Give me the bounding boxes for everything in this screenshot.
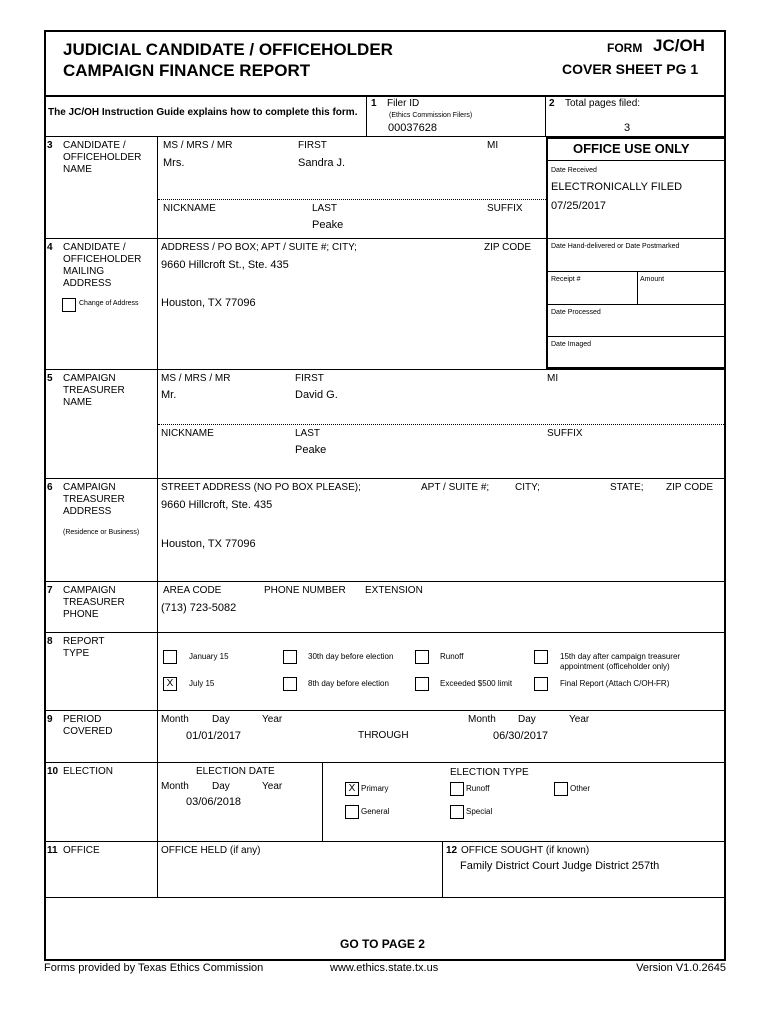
period-from-day-label: Day	[212, 714, 230, 725]
through-label: THROUGH	[358, 730, 409, 741]
candidate-address-line2: Houston, TX 77096	[161, 297, 256, 309]
total-pages-num: 2	[549, 98, 555, 109]
candidate-mi-label: MI	[487, 140, 499, 151]
form-word: FORM	[607, 41, 643, 55]
final-report-checkbox[interactable]	[534, 677, 548, 691]
15th-day-label-line1: 15th day after campaign treasurer	[560, 652, 681, 661]
treasurer-last-label: LAST	[295, 428, 321, 439]
section-9-num: 9	[47, 714, 53, 725]
runoff-election-checkbox[interactable]	[450, 782, 464, 796]
filed-status: ELECTRONICALLY FILED	[551, 181, 683, 193]
office-use-title: OFFICE USE ONLY	[573, 141, 690, 156]
divider	[44, 762, 726, 763]
divider	[637, 271, 638, 304]
july-15-label: July 15	[189, 679, 215, 688]
treasurer-first-label: FIRST	[295, 373, 324, 384]
candidate-prefix-label: MS / MRS / MR	[163, 140, 233, 151]
section-3-num: 3	[47, 140, 53, 151]
zip-code-label: ZIP CODE	[666, 482, 714, 493]
section-6-label1: CAMPAIGN	[63, 482, 116, 493]
candidate-prefix-value: Mrs.	[163, 157, 185, 169]
period-from-month-label: Month	[161, 714, 189, 725]
candidate-nickname-label: NICKNAME	[163, 203, 216, 214]
runoff-report-checkbox[interactable]	[415, 650, 429, 664]
divider	[44, 369, 726, 370]
divider	[442, 841, 443, 898]
filer-id-value: 00037628	[388, 122, 437, 134]
state-label: STATE;	[610, 482, 644, 493]
label-column-divider	[157, 136, 158, 898]
general-checkbox[interactable]	[345, 805, 359, 819]
candidate-address-fields-label: ADDRESS / PO BOX; APT / SUITE #; CITY;	[161, 242, 357, 253]
30th-day-checkbox[interactable]	[283, 650, 297, 664]
exceeded-limit-label: Exceeded $500 limit	[440, 679, 513, 688]
footer-website[interactable]: www.ethics.state.tx.us	[330, 962, 439, 974]
filer-id-num: 1	[371, 98, 377, 109]
final-report-label: Final Report (Attach C/OH-FR)	[560, 679, 670, 688]
section-12-num: 12	[446, 845, 458, 856]
section-5-label1: CAMPAIGN	[63, 373, 116, 384]
section-7-label1: CAMPAIGN	[63, 585, 116, 596]
divider	[44, 95, 726, 97]
15th-day-label-line2: appointment (officeholder only)	[560, 662, 670, 671]
treasurer-nickname-label: NICKNAME	[161, 428, 214, 439]
candidate-last-value: Peake	[312, 219, 344, 231]
footer-provider: Forms provided by Texas Ethics Commission	[44, 962, 264, 974]
office-sought-label: OFFICE SOUGHT (if known)	[461, 845, 590, 856]
section-8-num: 8	[47, 636, 53, 647]
exceeded-limit-checkbox[interactable]	[415, 677, 429, 691]
section-4-label2: OFFICEHOLDER	[63, 254, 142, 265]
special-checkbox[interactable]	[450, 805, 464, 819]
section-7-label3: PHONE	[63, 609, 99, 620]
section-6-num: 6	[47, 482, 53, 493]
apt-suite-label: APT / SUITE #;	[421, 482, 490, 493]
section-5-label2: TREASURER	[63, 385, 125, 396]
runoff-report-label: Runoff	[440, 652, 464, 661]
election-month-label: Month	[161, 781, 189, 792]
january-15-checkbox[interactable]	[163, 650, 177, 664]
primary-label: Primary	[361, 784, 389, 793]
date-processed-label: Date Processed	[551, 309, 601, 316]
cover-sheet-label: COVER SHEET PG 1	[562, 61, 699, 77]
section-7-label2: TREASURER	[63, 597, 125, 608]
receipt-label: Receipt #	[551, 276, 581, 283]
divider	[44, 632, 726, 633]
instructions-text: The JC/OH Instruction Guide explains how to complete this form.	[48, 107, 358, 118]
general-label: General	[361, 807, 390, 816]
election-date-value: 03/06/2018	[186, 796, 242, 808]
treasurer-mi-label: MI	[547, 373, 559, 384]
section-9-label2: COVERED	[63, 726, 113, 737]
election-type-label: ELECTION TYPE	[450, 767, 529, 778]
treasurer-suffix-label: SUFFIX	[547, 428, 583, 439]
july-15-checkbox[interactable]: X	[163, 677, 177, 691]
date-imaged-label: Date Imaged	[551, 341, 592, 348]
go-to-page-2: GO TO PAGE 2	[340, 937, 425, 951]
divider	[547, 271, 725, 272]
divider	[44, 478, 726, 479]
footer-version: Version V1.0.2645	[636, 962, 726, 974]
period-to-value: 06/30/2017	[493, 730, 549, 742]
section-4-label4: ADDRESS	[63, 278, 112, 289]
divider	[547, 304, 725, 305]
extension-label: EXTENSION	[365, 585, 423, 596]
treasurer-address-line1: 9660 Hillcroft, Ste. 435	[161, 499, 273, 511]
divider	[44, 841, 726, 842]
street-address-label: STREET ADDRESS (NO PO BOX PLEASE);	[161, 482, 361, 493]
section-10-label: ELECTION	[63, 766, 114, 777]
section-8-label1: REPORT	[63, 636, 105, 647]
special-label: Special	[466, 807, 493, 816]
candidate-first-label: FIRST	[298, 140, 327, 151]
election-year-label: Year	[262, 781, 283, 792]
divider	[547, 238, 725, 239]
divider	[547, 160, 725, 161]
candidate-zip-label: ZIP CODE	[484, 242, 532, 253]
other-election-label: Other	[570, 784, 591, 793]
section-6-label3: ADDRESS	[63, 506, 112, 517]
section-4-label1: CANDIDATE /	[63, 242, 126, 253]
form-title-line2: CAMPAIGN FINANCE REPORT	[63, 61, 311, 80]
other-election-checkbox[interactable]	[554, 782, 568, 796]
divider	[366, 95, 367, 137]
section-6-label2: TREASURER	[63, 494, 125, 505]
section-4-label3: MAILING	[63, 266, 105, 277]
change-of-address-checkbox[interactable]	[62, 298, 76, 312]
30th-day-label: 30th day before election	[308, 652, 394, 661]
runoff-election-label: Runoff	[466, 784, 490, 793]
8th-day-label: 8th day before election	[308, 679, 389, 688]
divider	[44, 581, 726, 582]
form-code: JC/OH	[653, 36, 705, 55]
date-received-label: Date Received	[551, 167, 597, 174]
period-to-day-label: Day	[518, 714, 536, 725]
january-15-label: January 15	[189, 652, 229, 661]
hand-delivered-label: Date Hand-delivered or Date Postmarked	[551, 243, 680, 250]
section-3-label1: CANDIDATE /	[63, 140, 126, 151]
phone-number-label: PHONE NUMBER	[264, 585, 346, 596]
election-day-label: Day	[212, 781, 230, 792]
divider	[322, 762, 323, 841]
divider	[44, 710, 726, 711]
divider	[44, 897, 726, 898]
residence-note: (Residence or Business)	[63, 529, 140, 536]
candidate-suffix-label: SUFFIX	[487, 203, 523, 214]
section-11-num: 11	[47, 845, 58, 856]
divider	[547, 336, 725, 337]
treasurer-last-value: Peake	[295, 444, 327, 456]
period-to-year-label: Year	[569, 714, 590, 725]
section-4-num: 4	[47, 242, 53, 253]
candidate-last-label: LAST	[312, 203, 338, 214]
filer-id-sub: (Ethics Commission Filers)	[389, 112, 473, 119]
section-3-label3: NAME	[63, 164, 92, 175]
treasurer-phone-value: (713) 723-5082	[161, 602, 237, 614]
treasurer-prefix-value: Mr.	[161, 389, 177, 401]
section-8-label2: TYPE	[63, 648, 90, 659]
amount-label: Amount	[640, 276, 665, 283]
section-5-num: 5	[47, 373, 53, 384]
divider	[158, 424, 726, 425]
change-of-address-label: Change of Address	[79, 300, 139, 307]
city-label: CITY;	[515, 482, 540, 493]
divider	[158, 199, 546, 200]
filer-id-label: Filer ID	[387, 98, 420, 109]
treasurer-address-line2: Houston, TX 77096	[161, 538, 256, 550]
candidate-address-line1: 9660 Hillcroft St., Ste. 435	[161, 259, 289, 271]
total-pages-value: 3	[624, 122, 631, 134]
form-title-line1: JUDICIAL CANDIDATE / OFFICEHOLDER	[63, 40, 393, 59]
office-sought-value: Family District Court Judge District 257th	[460, 860, 660, 872]
area-code-label: AREA CODE	[163, 585, 222, 596]
section-7-num: 7	[47, 585, 53, 596]
candidate-first-value: Sandra J.	[298, 157, 346, 169]
date-received-value: 07/25/2017	[551, 200, 607, 212]
section-5-label3: NAME	[63, 397, 92, 408]
period-from-year-label: Year	[262, 714, 283, 725]
treasurer-first-value: David G.	[295, 389, 338, 401]
divider	[44, 238, 546, 239]
section-10-num: 10	[47, 766, 59, 777]
8th-day-checkbox[interactable]	[283, 677, 297, 691]
divider	[545, 95, 546, 137]
primary-checkbox[interactable]: X	[345, 782, 359, 796]
office-held-label: OFFICE HELD (if any)	[161, 845, 261, 856]
section-9-label1: PERIOD	[63, 714, 102, 725]
section-3-label2: OFFICEHOLDER	[63, 152, 142, 163]
15th-day-checkbox[interactable]	[534, 650, 548, 664]
election-date-label: ELECTION DATE	[196, 766, 275, 777]
total-pages-label: Total pages filed:	[565, 98, 641, 109]
period-from-value: 01/01/2017	[186, 730, 242, 742]
treasurer-prefix-label: MS / MRS / MR	[161, 373, 231, 384]
period-to-month-label: Month	[468, 714, 496, 725]
section-11-label: OFFICE	[63, 845, 100, 856]
